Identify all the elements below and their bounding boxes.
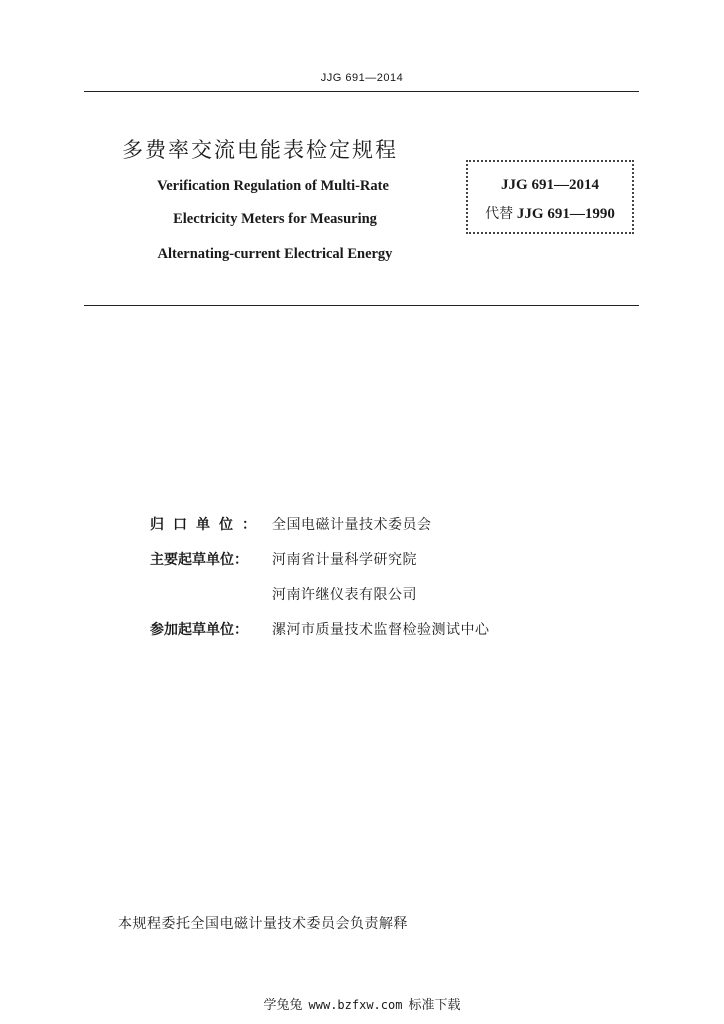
- main-drafter-value-2: 河南许继仪表有限公司: [272, 587, 417, 603]
- replaces-prefix: 代替: [485, 206, 514, 222]
- watermark-download: 标准下载: [408, 998, 461, 1013]
- title-chinese: 多费率交流电能表检定规程: [122, 138, 398, 162]
- replaces-line: [468, 203, 632, 223]
- title-english-line-1: Verification Regulation of Multi-Rate: [157, 178, 389, 194]
- responsible-unit-row: [150, 514, 432, 534]
- replaces-code: JJG 691—1990: [516, 206, 615, 222]
- empty-label: [150, 584, 272, 604]
- participating-drafter-label: 参加起草单位：: [150, 622, 248, 638]
- standard-code-box: [466, 160, 634, 234]
- main-drafter-row-2: [150, 584, 417, 604]
- standard-code: JJG 691—2014: [501, 177, 599, 193]
- top-divider: [84, 91, 639, 92]
- participating-drafter-row: [150, 619, 490, 639]
- watermark-url[interactable]: www.bzfxw.com: [308, 998, 403, 1012]
- main-drafter-label: 主要起草单位：: [150, 552, 248, 568]
- main-drafter-row: [150, 549, 417, 569]
- header-standard-code: JJG 691—2014: [320, 72, 404, 84]
- responsible-unit-value: 全国电磁计量技术委员会: [272, 517, 432, 533]
- bottom-divider: [84, 305, 639, 306]
- title-english-line-2: Electricity Meters for Measuring: [173, 211, 377, 227]
- participating-drafter-value: 漯河市质量技术监督检验测试中心: [272, 622, 490, 638]
- title-english-line-3: Alternating-current Electrical Energy: [157, 246, 393, 262]
- responsible-unit-label: 归口单位：: [150, 517, 265, 533]
- interpretation-note: 本规程委托全国电磁计量技术委员会负责解释: [118, 916, 408, 932]
- watermark: [0, 994, 724, 1013]
- main-drafter-value-1: 河南省计量科学研究院: [272, 552, 417, 568]
- watermark-site-name: 学兔兔: [263, 998, 303, 1013]
